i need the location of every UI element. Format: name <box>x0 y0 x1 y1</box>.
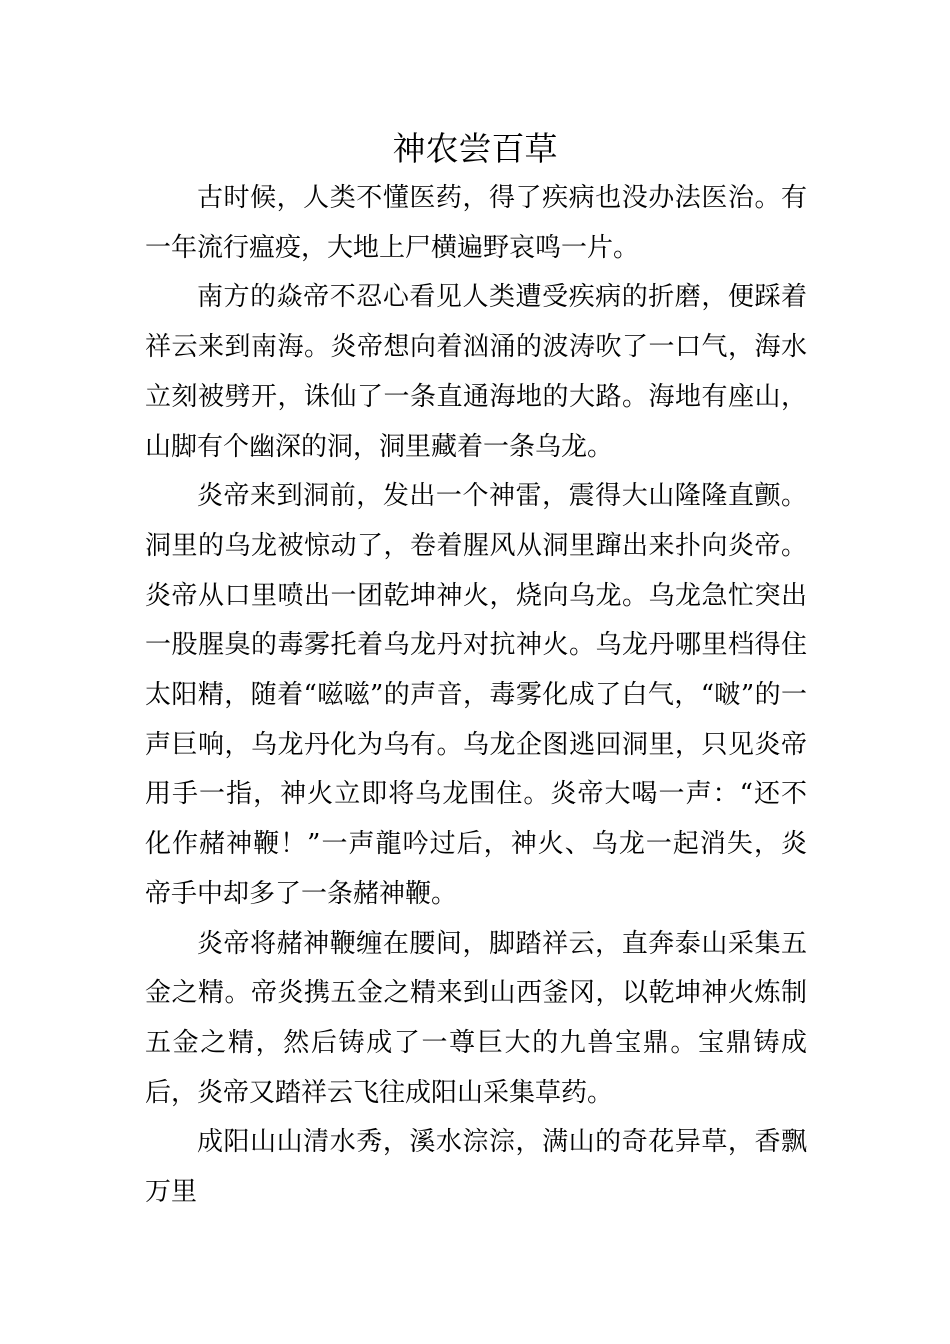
paragraph: 炎帝来到洞前，发出一个神雷，震得大山隆隆直颤。洞里的乌龙被惊动了，卷着腥风从洞里蹿出来扑向炎帝。炎帝从口里喷出一团乾坤神火，烧向乌龙。乌龙急忙突出一股腥臭的毒雾托着乌龙丹对抗神火。乌龙丹哪里档得住太阳精，随着“嗞嗞”的声音，毒雾化成了白气，“啵”的一声巨响，乌龙丹化为乌有。乌龙企图逃回洞里，只见炎帝用手一指，神火立即将乌龙围住。炎帝大喝一声：“还不化作赭神鞭！”一声龍吟过后，神火、乌龙一起消失，炎帝手中却多了一条赭神鞭。 <box>145 481 807 909</box>
paragraph: 成阳山山清水秀，溪水淙淙，满山的奇花异草，香飘万里 <box>145 1127 807 1208</box>
paragraph: 炎帝将赭神鞭缠在腰间，脚踏祥云，直奔泰山采集五金之精。帝炎携五金之精来到山西釜冈，以乾坤神火炼制五金之精，然后铸成了一尊巨大的九兽宝鼎。宝鼎铸成后，炎帝又踏祥云飞往成阳山采集草药。 <box>145 928 807 1108</box>
document-body <box>145 174 807 1218</box>
paragraph: 南方的焱帝不忍心看见人类遭受疾病的折磨，便踩着祥云来到南海。炎帝想向着汹涌的波涛吹了一口气，海水立刻被劈开，诛仙了一条直通海地的大路。海地有座山，山脚有个幽深的洞，洞里藏着一条乌龙。 <box>145 282 807 462</box>
document-title: 神农尝百草 <box>392 129 558 168</box>
paragraph: 古时候，人类不懂医药，得了疾病也没办法医治。有一年流行瘟疫，大地上尸横遍野哀鸣一片。 <box>145 183 807 263</box>
